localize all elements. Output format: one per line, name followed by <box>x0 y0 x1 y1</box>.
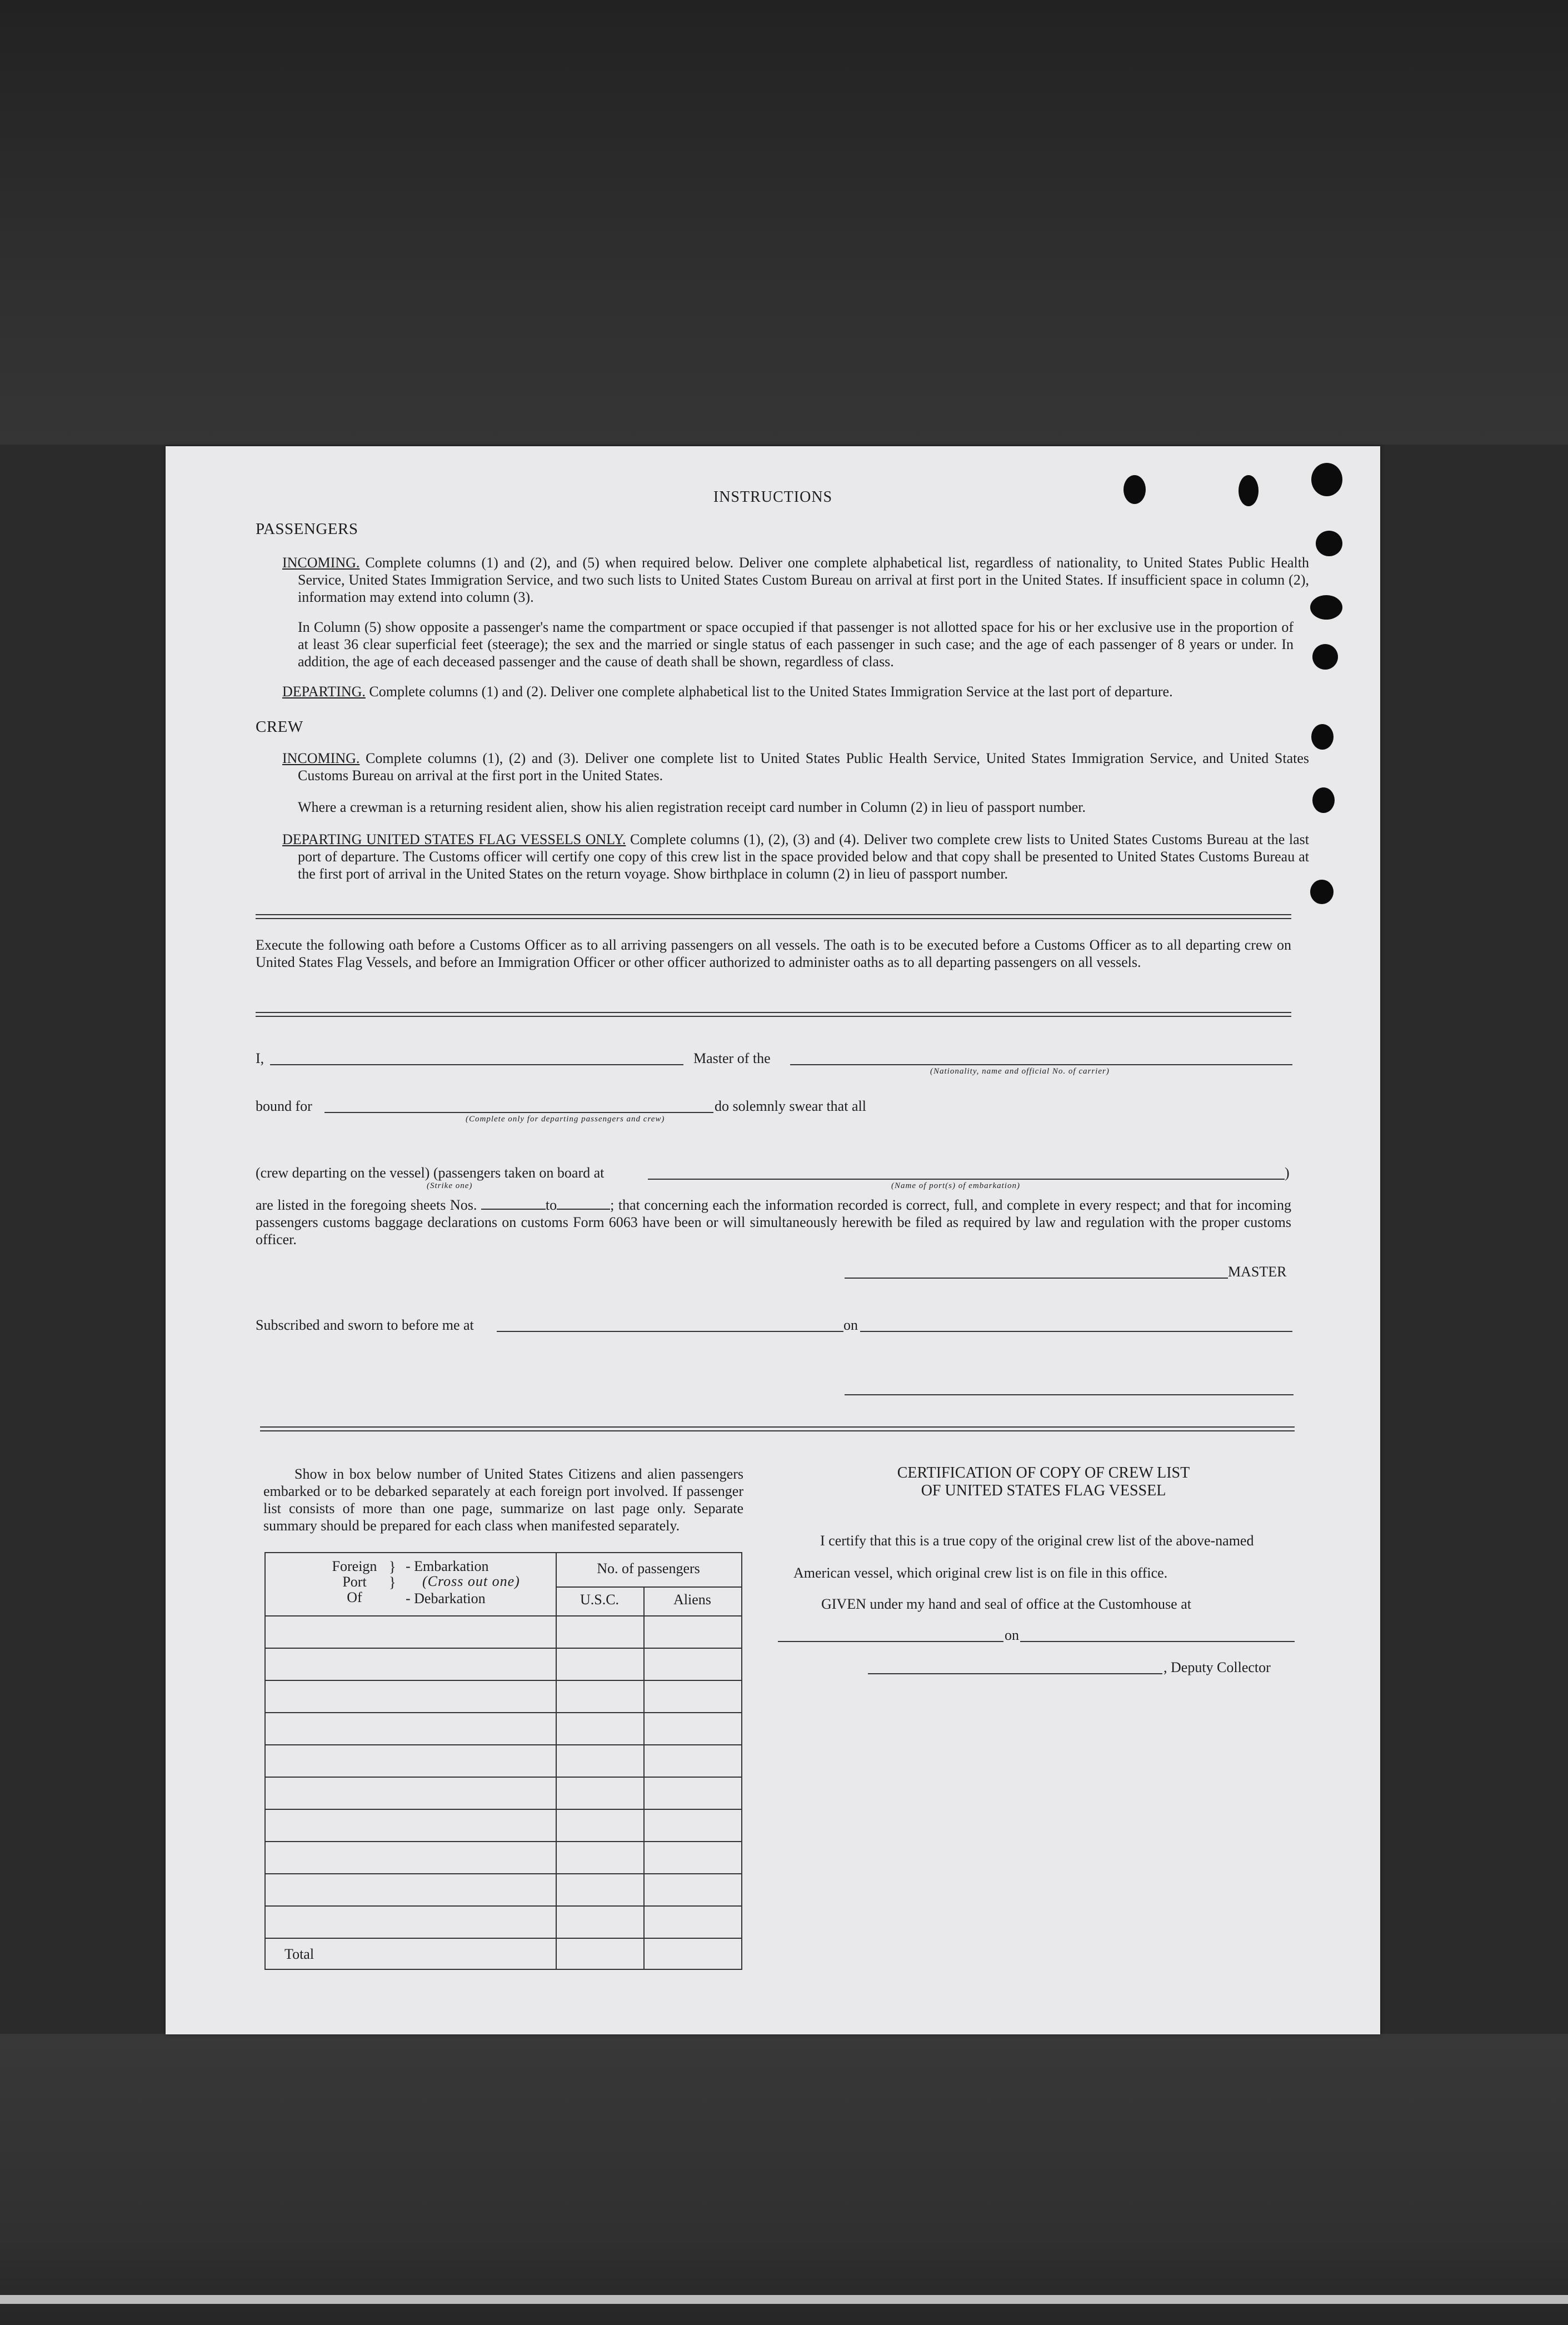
crew-departing-label: DEPARTING UNITED STATES FLAG VESSELS ONLY. <box>282 831 626 847</box>
port-note: (Name of port(s) of embarkation) <box>891 1181 1020 1190</box>
listed-text-a: are listed in the foregoing sheets Nos. <box>256 1197 477 1213</box>
background-bottom <box>0 2034 1568 2325</box>
sworn-on-label: on <box>843 1317 858 1333</box>
debarkation-label: - Debarkation <box>406 1590 486 1606</box>
close-paren: ) <box>1285 1165 1290 1181</box>
master-signature-field[interactable] <box>845 1278 1228 1279</box>
crew-heading: CREW <box>256 718 303 736</box>
crew-departing-text: Complete columns (1), (2), (3) and (4). Deliver two complete crew lists to United States Customs Bureau at the last port of departure. The Customs officer will certify one copy of this crew list in the space provided below and that copy shall be presented to United States Customs Bureau at the first port of arrival in the United States on the return voyage. Show birthplace in column (2) in lieu of passport number. <box>298 831 1309 882</box>
swear-label: do solemnly swear that all <box>715 1098 866 1114</box>
bound-for-label: bound for <box>256 1098 312 1114</box>
sheet-to-field[interactable] <box>557 1199 610 1210</box>
punch-hole <box>1310 595 1342 620</box>
summary-instructions: Show in box below number of United States Citizens and alien passengers embarked or to be debarked separately at each foreign port involved. If passenger list consists of more than one page, summarize on last page only. Separate summary should be prepared for each class when manifested separately. <box>263 1466 743 1534</box>
master-name-field[interactable] <box>270 1064 683 1065</box>
document-page <box>166 446 1380 2034</box>
punch-hole <box>1312 787 1335 813</box>
passenger-summary-table <box>264 1552 742 1970</box>
foreign-label: Foreign <box>332 1558 377 1574</box>
strike-one-note: (Strike one) <box>427 1181 473 1190</box>
background-strip <box>0 2295 1568 2304</box>
customhouse-field[interactable] <box>778 1641 1003 1642</box>
crew-resident-paragraph: Where a crewman is a returning resident alien, show his alien registration receipt card number in Column (2) in lieu of passport number. <box>298 799 1086 815</box>
divider <box>260 1426 1295 1431</box>
background-top <box>0 0 1568 445</box>
port-embarkation-field[interactable] <box>648 1179 1285 1180</box>
divider <box>256 914 1291 919</box>
punch-hole <box>1312 644 1338 670</box>
deputy-collector-label: , Deputy Collector <box>1163 1659 1271 1675</box>
certification-title-2: OF UNITED STATES FLAG VESSEL <box>921 1482 1166 1499</box>
instructions-title: INSTRUCTIONS <box>713 488 833 506</box>
master-signature-label: MASTER <box>1228 1264 1287 1280</box>
aliens-header: Aliens <box>673 1591 711 1608</box>
listed-to: to <box>545 1197 557 1213</box>
nationality-note: (Nationality, name and official No. of carrier) <box>930 1067 1110 1076</box>
listed-text-b: ; that concerning each the information recorded is correct, full, and complete in every respect; and that for incoming passengers customs baggage declarations on customs Form 6063 have been or will simultaneously herewith be filed as required by law and regulation with the proper customs officer. <box>256 1197 1291 1248</box>
passengers-heading: PASSENGERS <box>256 520 358 538</box>
passengers-departing-label: DEPARTING. <box>282 683 366 700</box>
passengers-incoming-paragraph <box>282 554 1309 606</box>
sworn-place-field[interactable] <box>497 1331 843 1332</box>
passengers-departing-text: Complete columns (1) and (2). Deliver one complete alphabetical list to the United States Immigration Service at the last port of departure. <box>365 683 1173 700</box>
american-vessel-text: American vessel, which original crew list is on file in this office. <box>793 1565 1168 1581</box>
of-label: Of <box>347 1589 362 1605</box>
passengers-incoming-text: Complete columns (1) and (2), and (5) when required below. Deliver one complete alphabetical list, regardless of nationality, to United States Public Health Service, United States Immigration Service, and two such lists to United States Custom Bureau on arrival at first port in the United States. If insufficient space in column (2), information may extend into column (3). <box>298 555 1309 605</box>
certify-text: I certify that this is a true copy of the original crew list of the above-named <box>820 1533 1254 1549</box>
crew-incoming-text: Complete columns (1), (2) and (3). Deliver one complete list to United States Public Health Service, United States Immigration Service, and United States Customs Bureau on arrival at the first port in the United States. <box>298 750 1309 784</box>
passengers-column5-paragraph: In Column (5) show opposite a passenger's name the compartment or space occupied if that passenger is not allotted space for his or her exclusive use in the proportion of at least 36 clear superficial feet (steerage); the sex and the married or single status of each passenger in such case; and the age of each passenger of 8 years or under. In addition, the age of each deceased passenger and the cause of death shall be shown, regardless of class. <box>298 619 1294 670</box>
divider <box>256 1012 1291 1017</box>
crew-departing-paragraph <box>282 831 1309 882</box>
master-of-label: Master of the <box>693 1050 771 1066</box>
certification-date-field[interactable] <box>1020 1641 1295 1642</box>
oath-intro: Execute the following oath before a Customs Officer as to all arriving passengers on all vessels. The oath is to be executed before a Customs Officer as to all departing crew on United States Flag Vessels, and before an Immigration Officer or other officer authorized to administer oaths as to all departing passengers on all vessels. <box>256 937 1291 970</box>
usc-header: U.S.C. <box>580 1591 620 1608</box>
certification-title-1: CERTIFICATION OF COPY OF CREW LIST <box>897 1464 1190 1481</box>
sworn-date-field[interactable] <box>860 1331 1292 1332</box>
carrier-field[interactable] <box>790 1064 1292 1065</box>
passengers-incoming-label: INCOMING. <box>282 555 360 571</box>
oath-i-label: I, <box>256 1050 264 1066</box>
complete-only-note: (Complete only for departing passengers and crew) <box>466 1115 665 1124</box>
certification-on-label: on <box>1005 1627 1019 1643</box>
embarkation-label: - Embarkation <box>406 1558 489 1574</box>
given-text: GIVEN under my hand and seal of office at the Customhouse at <box>821 1596 1191 1612</box>
crew-incoming-label: INCOMING. <box>282 750 360 766</box>
no-passengers-header: No. of passengers <box>597 1560 700 1576</box>
listed-paragraph <box>256 1196 1291 1248</box>
passengers-departing-paragraph <box>282 683 1309 700</box>
cross-out-note: (Cross out one) <box>422 1573 520 1589</box>
deputy-signature-field[interactable] <box>868 1673 1162 1674</box>
punch-hole <box>1311 724 1334 750</box>
crew-departing-label-oath: (crew departing on the vessel) (passengers taken on board at <box>256 1165 605 1181</box>
subscribed-label: Subscribed and sworn to before me at <box>256 1317 474 1333</box>
officer-signature-field[interactable] <box>845 1394 1294 1395</box>
bound-for-field[interactable] <box>324 1112 713 1113</box>
total-label: Total <box>284 1946 314 1962</box>
punch-hole <box>1316 531 1342 556</box>
sheet-from-field[interactable] <box>481 1199 546 1210</box>
crew-incoming-paragraph <box>282 750 1309 784</box>
brace-glyph: } <box>389 1559 396 1575</box>
port-label: Port <box>342 1574 367 1590</box>
punch-hole <box>1310 880 1334 904</box>
brace-glyph: } <box>389 1574 396 1590</box>
